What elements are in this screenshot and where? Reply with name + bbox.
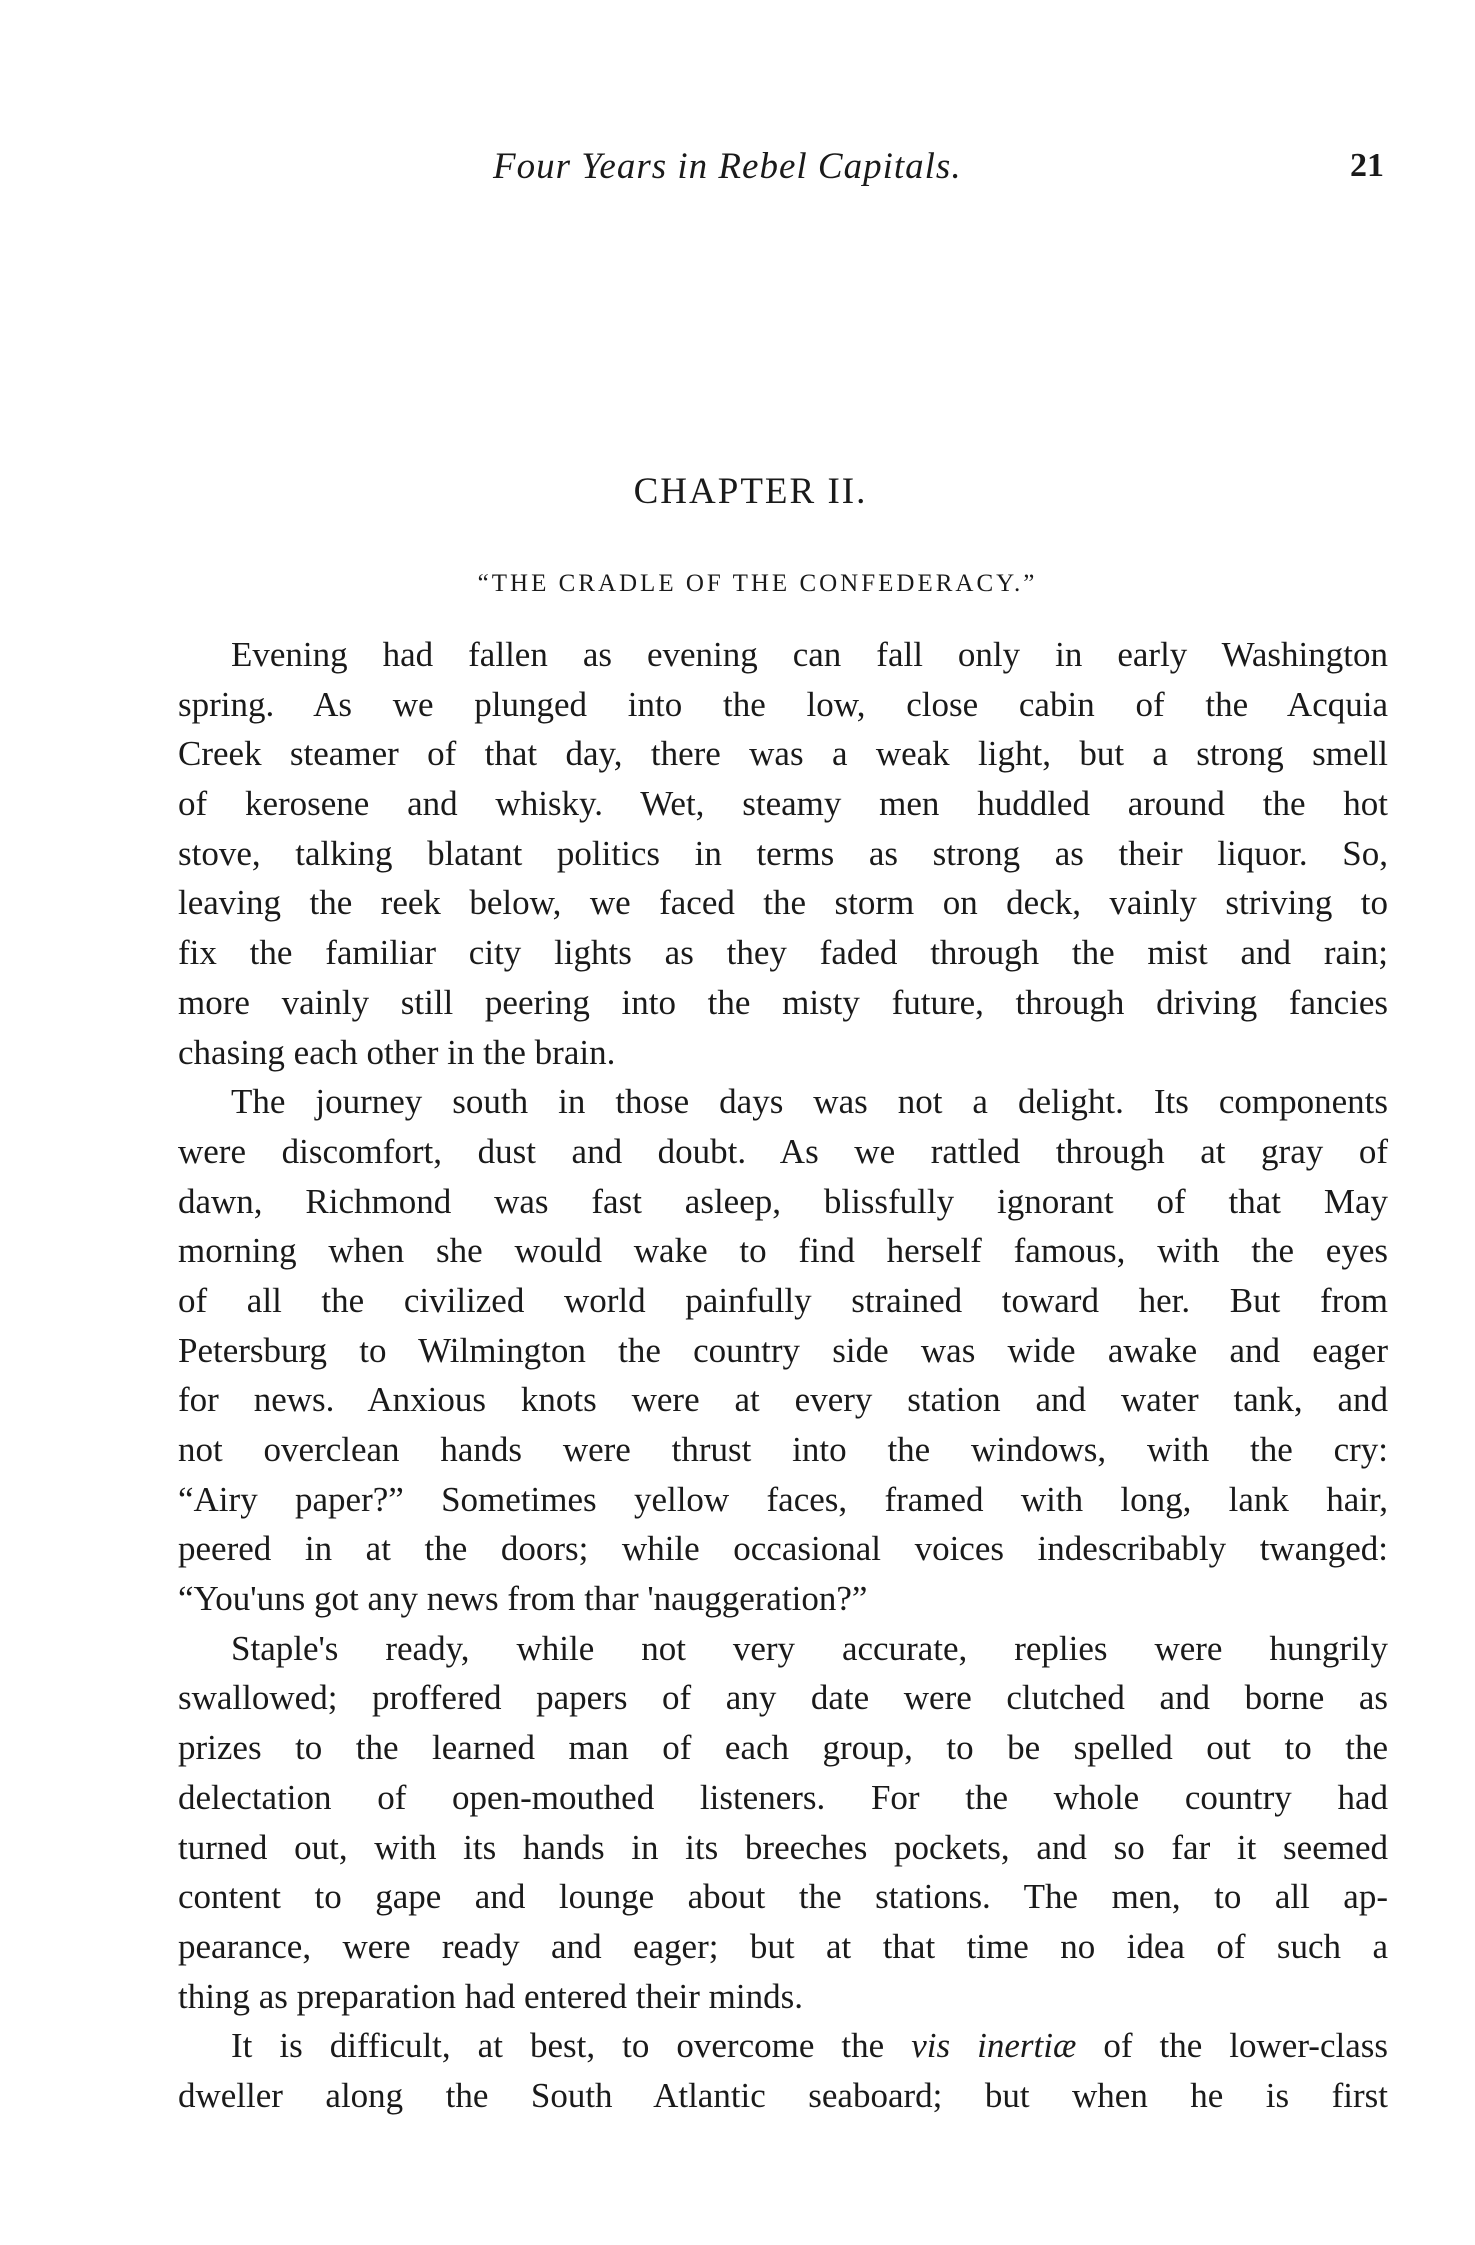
body-text xyxy=(178,630,1388,2121)
text-line: pearance, were ready and eager; but at that time no idea of such a xyxy=(178,1926,1388,1966)
text-line: Staple's ready, while not very accurate, replies were hungrily xyxy=(231,1628,1388,1668)
text-line: “Airy paper?” Sometimes yellow faces, framed with long, lank hair, xyxy=(178,1479,1388,1519)
text-line: more vainly still peering into the misty future, through driving fancies xyxy=(178,982,1388,1022)
text-line: of kerosene and whisky. Wet, steamy men huddled around the hot xyxy=(178,784,1388,824)
text-line: It is difficult, at best, to overcome the vis inertiæ of the lower-class xyxy=(231,2026,1388,2066)
italic-phrase: vis inertiæ xyxy=(911,2026,1077,2066)
text-line: leaving the reek below, we faced the storm on deck, vainly striving to xyxy=(178,883,1388,923)
text-line: dawn, Richmond was fast asleep, blissfully ignorant of that May xyxy=(178,1181,1388,1221)
chapter-heading: CHAPTER II. xyxy=(633,471,868,512)
paragraph xyxy=(178,630,1388,1077)
text-line: content to gape and lounge about the stations. The men, to all ap- xyxy=(178,1877,1388,1917)
running-title: Four Years in Rebel Capitals. xyxy=(493,146,962,187)
text-line: fix the familiar city lights as they faded through the mist and rain; xyxy=(178,933,1388,973)
text-line: “You'uns got any news from thar 'nauggeration?” xyxy=(178,1579,868,1619)
text-line: stove, talking blatant politics in terms as strong as their liquor. So, xyxy=(178,833,1388,873)
text-line: prizes to the learned man of each group, to be spelled out to the xyxy=(178,1728,1388,1768)
text-line: Petersburg to Wilmington the country side was wide awake and eager xyxy=(178,1330,1388,1370)
text-line: peered in at the doors; while occasional voices indescribably twanged: xyxy=(178,1529,1388,1569)
text-line: thing as preparation had entered their minds. xyxy=(178,1976,803,2016)
text-line: not overclean hands were thrust into the windows, with the cry: xyxy=(178,1430,1388,1469)
page-number: 21 xyxy=(1350,147,1384,184)
text-line: swallowed; proffered papers of any date were clutched and borne as xyxy=(178,1678,1388,1718)
paragraph xyxy=(178,1624,1388,2022)
paragraph xyxy=(178,2021,1388,2120)
running-head xyxy=(0,145,1475,195)
text-line: The journey south in those days was not a delight. Its components xyxy=(231,1082,1388,1122)
text-line: dweller along the South Atlantic seaboard; but when he is first xyxy=(178,2075,1388,2115)
paragraph xyxy=(178,1077,1388,1624)
text-line: Creek steamer of that day, there was a weak light, but a strong smell xyxy=(178,734,1388,774)
text-line: for news. Anxious knots were at every station and water tank, and xyxy=(178,1380,1388,1420)
text-line: delectation of open-mouthed listeners. For the whole country had xyxy=(178,1777,1388,1817)
text-line: Evening had fallen as evening can fall only in early Washington xyxy=(231,635,1388,674)
text-line: chasing each other in the brain. xyxy=(178,1032,616,1072)
text-line: turned out, with its hands in its breeches pockets, and so far it seemed xyxy=(178,1827,1388,1867)
text-line: were discomfort, dust and doubt. As we rattled through at gray of xyxy=(178,1131,1388,1171)
text-line: morning when she would wake to find herself famous, with the eyes xyxy=(178,1231,1388,1271)
chapter-subtitle: “THE CRADLE OF THE CONFEDERACY.” xyxy=(477,570,1038,597)
text-line: of all the civilized world painfully strained toward her. But from xyxy=(178,1280,1388,1320)
text-line: spring. As we plunged into the low, close cabin of the Acquia xyxy=(178,684,1388,724)
